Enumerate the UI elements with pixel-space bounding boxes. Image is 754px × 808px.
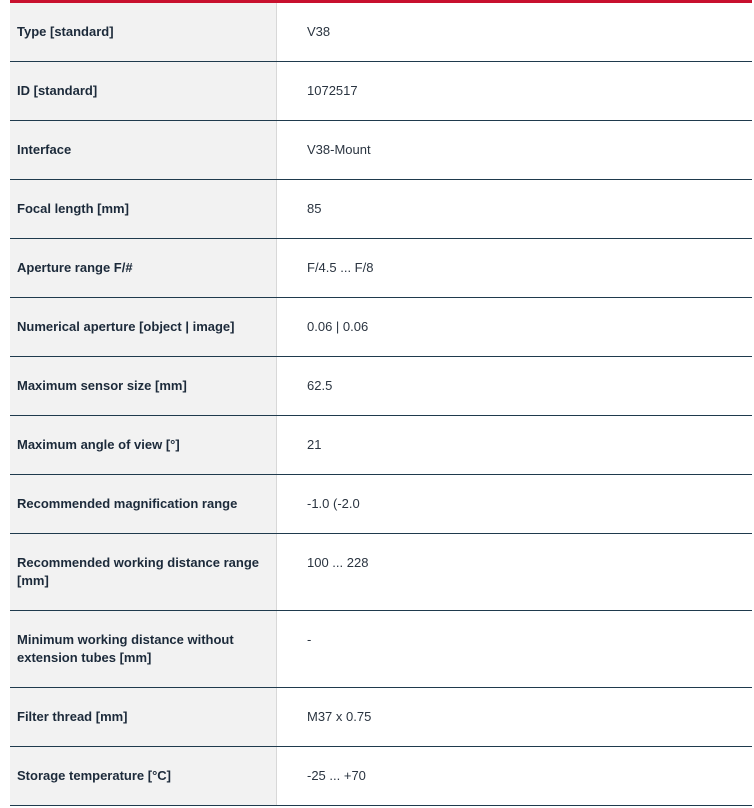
spec-label: Focal length [mm]	[10, 180, 277, 238]
spec-row-max-angle-of-view	[10, 416, 752, 475]
spec-value: F/4.5 ... F/8	[307, 260, 374, 275]
spec-label: Interface	[10, 121, 277, 179]
spec-value: -25 ... +70	[307, 768, 366, 783]
spec-value: 100 ... 228	[307, 555, 369, 570]
spec-value: 21	[307, 437, 322, 452]
spec-value: 1072517	[307, 83, 358, 98]
spec-value: V38	[307, 24, 331, 39]
spec-label: Recommended magnification range	[10, 475, 277, 533]
specifications-table	[10, 0, 752, 806]
spec-row-type	[10, 3, 752, 62]
spec-row-id	[10, 62, 752, 121]
spec-value: 62.5	[307, 378, 333, 393]
spec-label: Maximum angle of view [°]	[10, 416, 277, 474]
spec-label: Aperture range F/#	[10, 239, 277, 297]
spec-value: 85	[307, 201, 322, 216]
spec-row-max-sensor-size	[10, 357, 752, 416]
spec-label: Storage temperature [°C]	[10, 747, 277, 805]
spec-row-storage-temperature	[10, 747, 752, 806]
spec-row-numerical-aperture	[10, 298, 752, 357]
spec-value: M37 x 0.75	[307, 709, 372, 724]
spec-row-aperture-range	[10, 239, 752, 298]
spec-label: Type [standard]	[10, 3, 277, 61]
spec-label: Numerical aperture [object | image]	[10, 298, 277, 356]
spec-label: Filter thread [mm]	[10, 688, 277, 746]
spec-label: Recommended working distance range [mm]	[10, 534, 277, 610]
spec-row-focal-length	[10, 180, 752, 239]
spec-label: Minimum working distance without extension tubes [mm]	[10, 611, 277, 687]
spec-row-working-distance-range	[10, 534, 752, 611]
spec-row-min-working-distance	[10, 611, 752, 688]
spec-row-magnification-range	[10, 475, 752, 534]
spec-row-interface	[10, 121, 752, 180]
spec-value: 0.06 | 0.06	[307, 319, 369, 334]
spec-value: V38-Mount	[307, 142, 371, 157]
spec-label: Maximum sensor size [mm]	[10, 357, 277, 415]
spec-row-filter-thread	[10, 688, 752, 747]
spec-value: -1.0 (-2.0	[307, 496, 360, 511]
spec-value: -	[307, 632, 312, 647]
spec-label: ID [standard]	[10, 62, 277, 120]
